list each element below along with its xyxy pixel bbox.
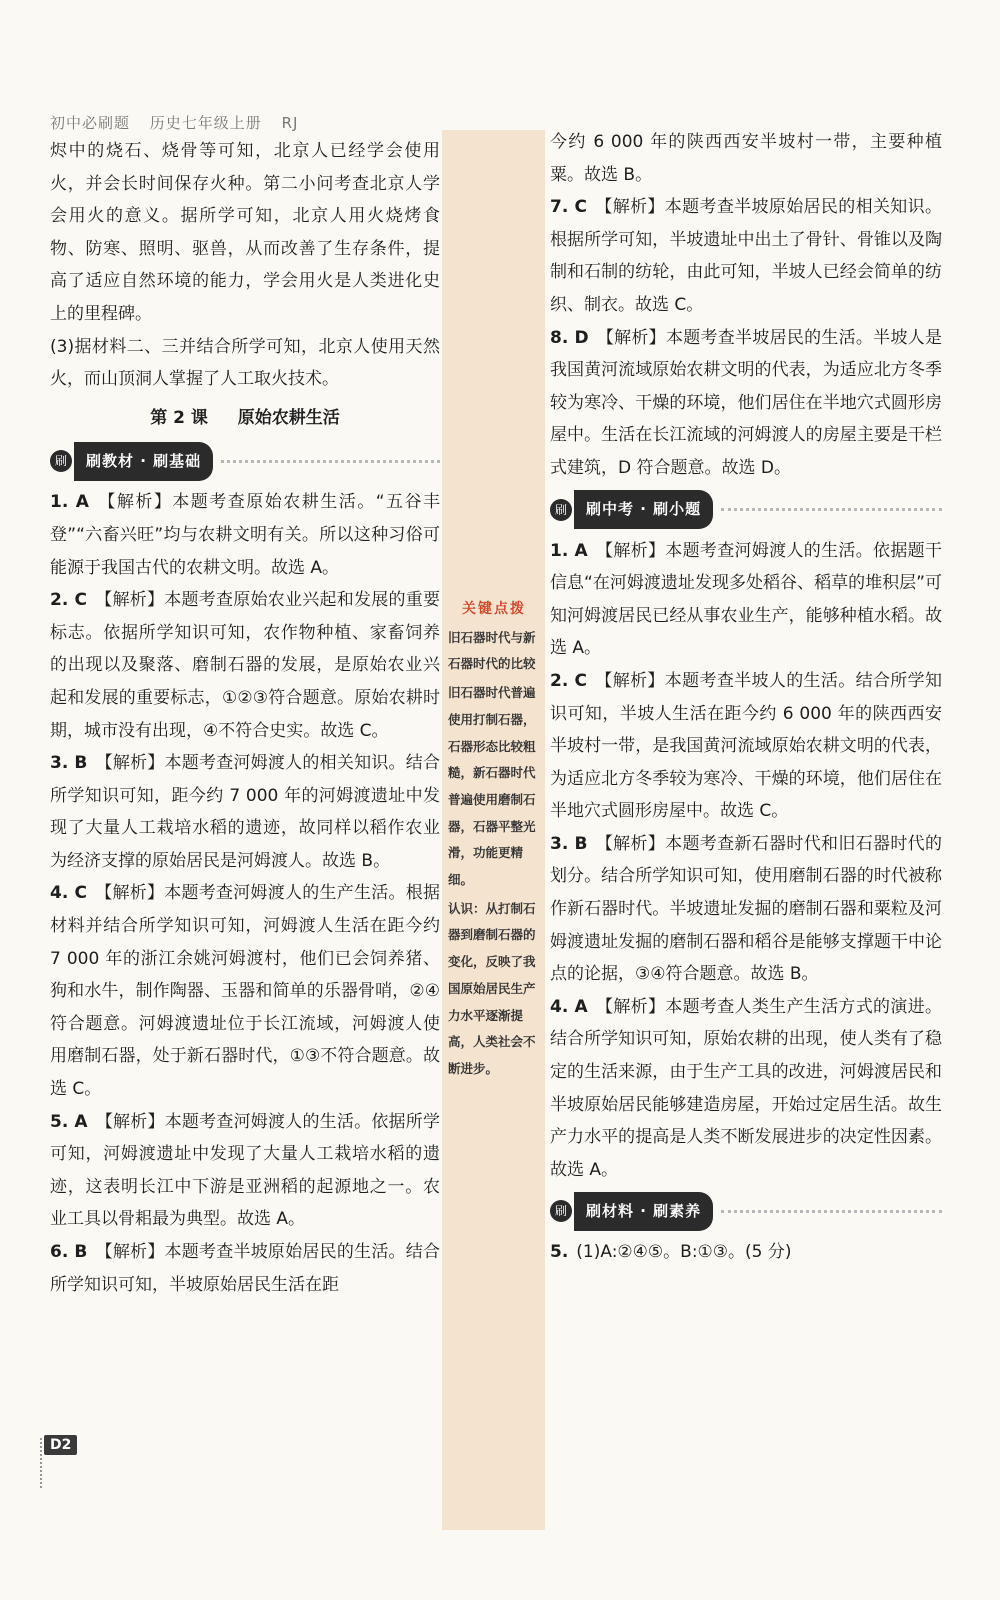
lesson-title [50,402,440,435]
section-banner [550,493,942,527]
answer-number: 5. [550,1242,569,1263]
answer-text: 【解析】本题考查河姆渡人的生活。依据题干信息“在河姆渡遗址发现多处稻谷、稻草的堆积层”可知河姆渡居民已经从事农业生产，能够种植水稻。故选 A。 [550,540,942,659]
answer-item [550,191,942,321]
sidebar-title: 关键点拨 [462,601,526,617]
section-title: 刷中考 · 刷小题 [574,490,713,529]
answer-item [50,1236,440,1301]
section-title: 刷材料 · 刷素养 [574,1192,713,1231]
intro-paragraph: (3)据材料二、三并结合所学可知，北京人使用天然火，而山顶洞人掌握了人工取火技术。 [50,336,440,390]
answer-text: 【解析】本题考查河姆渡人的生活。依据所学可知，河姆渡遗址中发现了大量人工栽培水稻的遗迹，这表明长江中下游是亚洲稻的起源地之一。农业工具以骨耜最为典型。故选 A。 [50,1111,440,1230]
answer-item [550,322,942,485]
dotted-divider [721,508,942,511]
answer-text: 【解析】本题考查新石器时代和旧石器时代的划分。结合所学知识可知，使用磨制石器的时代被称作新石器时代。半坡遗址发掘的磨制石器和粟粒及河姆渡遗址发掘的磨制石器和稻谷是能够支撑题干中论点的论据，③④符合题意。故选 B。 [550,833,943,985]
sidebar-paragraph: 认识：从打制石器到磨制石器的变化，反映了我国原始居民生产力水平逐渐提高，人类社会不断进步。 [448,900,536,1076]
answer-number: 6. B [50,1242,88,1262]
answer-number: 2. C [550,670,588,691]
answer-number: 8. D [550,327,589,348]
header-edition: RJ [281,114,299,132]
answer-item [50,584,440,747]
answer-number: 5. A [50,1111,88,1132]
page-number: D2 [44,1435,77,1455]
dotted-divider [721,1210,942,1213]
answer-number: 4. A [550,996,588,1017]
answer-text: 【解析】本题考查半坡居民的生活。半坡人是我国黄河流域原始农耕文明的代表，为适应北方冬季较为寒冷、干燥的环境，他们居住在半地穴式圆形房屋中。生活在长江流域的河姆渡人的房屋主要是干栏式建筑，D 符合题意。故选 D。 [550,327,942,478]
answer-text: 【解析】本题考查半坡人的生活。结合所学知识可知，半坡人生活在距今约 6 000 年的陕西西安半坡村一带，是我国黄河流域原始农耕文明的代表，为适应北方冬季较为寒冷、干燥的环境，他们居住在半地穴式圆形房屋中。故选 C。 [550,670,942,822]
dotted-divider [221,460,440,463]
intro-paragraph: 烬中的烧石、烧骨等可知，北京人已经学会使用火，并会长时间保存火种。第二小问考查北京人学会用火的意义。据所学可知，北京人用火烧烤食物、防寒、照明、驱兽，从而改善了生存条件，提高了适应自然环境的能力，学会用火是人类进化史上的里程碑。 [50,141,440,324]
left-column [50,135,440,1301]
sidebar-paragraph: 旧石器时代与新石器时代的比较 [448,629,536,672]
lesson-name: 原始农耕生活 [237,407,340,428]
brush-icon: 刷 [50,450,72,472]
answer-text: 【解析】本题考查河姆渡人的生产生活。根据材料并结合所学知识可知，河姆渡人生活在距今约 7 000 年的浙江余姚河姆渡村，他们已会饲养猪、狗和水牛，制作陶器、玉器和简单的乐器骨哨，②④符合题意。河姆渡遗址位于长江流域，河姆渡人使用磨制石器，处于新石器时代，①③不符合题意。故选 C。 [50,883,440,1100]
header-book: 初中必刷题 [50,114,131,132]
answer-text: 【解析】本题考查河姆渡人的相关知识。结合所学知识可知，距今约 7 000 年的河姆渡遗址中发现了大量人工栽培水稻的遗迹，故同样以稻作农业为经济支撑的原始居民是河姆渡人。故选 B。 [50,753,441,871]
answer-text: (1)A:②④⑤。B:①③。(5 分) [576,1242,792,1263]
answer-number: 1. A [550,540,588,561]
continuation-paragraph: 今约 6 000 年的陕西西安半坡村一带，主要种植粟。故选 B。 [550,132,942,185]
answer-text: 【解析】本题考查原始农业兴起和发展的重要标志。依据所学知识可知，农作物种植、家畜饲养的出现以及聚落、磨制石器的发展，是原始农业兴起和发展的重要标志，①②③符合题意。原始农耕时期，城市没有出现，④不符合史实。故选 C。 [50,590,440,741]
answer-text: 【解析】本题考查原始农耕生活。“五谷丰登”“六畜兴旺”均与农耕文明有关。所以这种习俗可能源于我国古代的农耕文明。故选 A。 [50,492,440,578]
answer-item [550,665,942,828]
answer-text: 【解析】本题考查半坡原始居民的相关知识。根据所学可知，半坡遗址中出土了骨针、骨锥以及陶制和石制的纺轮，由此可知，半坡人已经会简单的纺织、制衣。故选 C。 [550,197,942,315]
section-banner [50,444,440,478]
answer-number: 1. A [50,492,89,513]
answer-number: 2. C [50,590,87,611]
brush-icon: 刷 [550,1200,572,1222]
section-title: 刷教材 · 刷基础 [74,442,213,481]
answer-item [50,1106,440,1236]
sidebar-paragraph: 旧石器时代普遍使用打制石器，石器形态比较粗糙，新石器时代普遍使用磨制石器，石器平整光滑，功能更精细。 [448,685,536,888]
right-column [550,126,942,1269]
brush-icon: 刷 [550,499,572,521]
answer-item [50,877,440,1105]
header-subject: 历史七年级上册 [149,114,262,132]
answer-text: 【解析】本题考查人类生产生活方式的演进。结合所学知识可知，原始农耕的出现，使人类有了稳定的生活来源，由于生产工具的改进，河姆渡居民和半坡原始居民能够建造房屋，开始过定居生活。故生产力水平的提高是人类不断发展进步的决定性因素。故选 A。 [550,996,942,1180]
answer-item [550,828,942,991]
key-tips-sidebar [448,596,540,1085]
answer-item [50,747,440,877]
answer-text: 【解析】本题考查半坡原始居民的生活。结合所学知识可知，半坡原始居民生活在距 [50,1242,441,1295]
answer-number: 4. C [50,883,87,904]
answer-item [550,1236,942,1269]
answer-number: 3. B [550,833,588,854]
lesson-number: 第 2 课 [150,407,208,428]
answer-item [50,486,440,584]
answer-number: 7. C [550,197,588,218]
answer-number: 3. B [50,753,88,774]
section-banner [550,1194,942,1228]
page-header [50,112,312,133]
answer-item [550,991,942,1187]
answer-item [550,535,942,665]
